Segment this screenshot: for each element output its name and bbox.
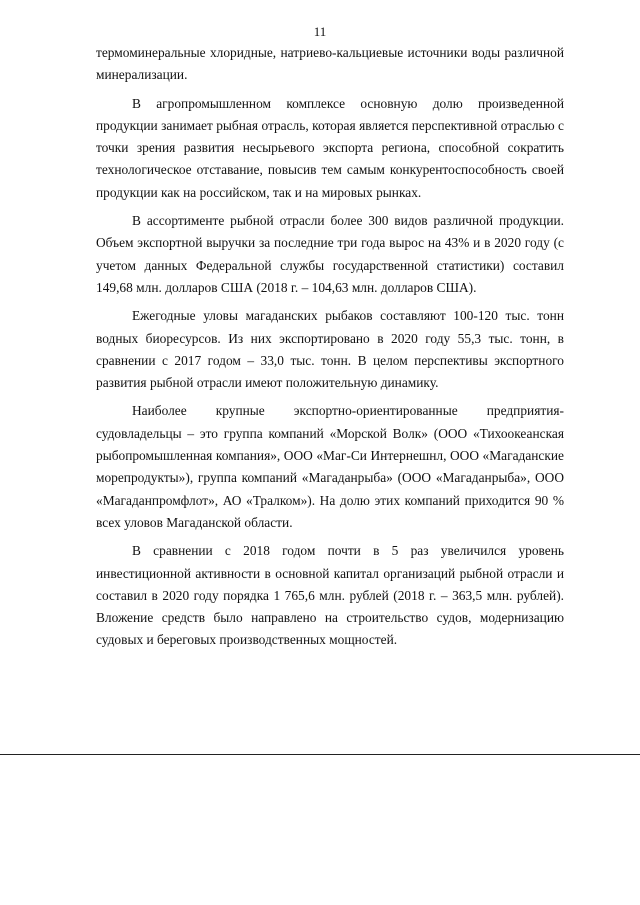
- paragraph-export-revenue: В ассортименте рыбной отрасли более 300 видов различной продукции. Объем экспортной выручки за последние три года вырос на 43% и в 2020 году (с учетом данных Федеральной службы государственной статистики) составил 149,68 млн. долларов США (2018 г. – 104,63 млн. долларов США).: [96, 213, 564, 295]
- paragraph-annual-catches: Ежегодные уловы магаданских рыбаков составляют 100-120 тыс. тонн водных биоресурсов. Из них экспортировано в 2020 году 55,3 тыс. тонн, в сравнении с 2017 годом – 33,0 тыс. тонн. В целом перспективы экспортного развития рыбной отрасли имеют положительную динамику.: [96, 308, 564, 391]
- paragraph-investment: В сравнении с 2018 годом почти в 5 раз увеличился уровень инвестиционной активности в основной капитал организаций рыбной отрасли и составил в 2020 году порядка 1 765,6 млн. рублей (2018 г. – 363,5 млн. рублей). Вложение средств было направлено на строительство судов, модернизацию судовых и береговых производственных мощностей.: [96, 543, 564, 648]
- document-body: [96, 42, 564, 658]
- paragraph-agro-fishing: В агропромышленном комплексе основную долю произведенной продукции занимает рыбная отрасль, которая является перспективной отраслью с точки зрения развития несырьевого экспорта региона, способной сократить технологическое отставание, повысив тем самым конкурентоспособность своей продукции как на российском, так и на мировых рынках.: [96, 95, 564, 200]
- paragraph-ship-owners: Наиболее крупные экспортно-ориентированные предприятия-судовладельцы – это группа компаний «Морской Волк» (ООО «Тихоокеанская рыбопромышленная компания», ООО «Маг-Си Интернешнл, ООО «Магаданские морепродукты»), группа компаний «Магаданрыба» (ООО «Магаданрыба», ООО «Магаданпромфлот», АО «Тралком»). На долю этих компаний приходится 90 % всех уловов Магаданской области.: [96, 403, 564, 530]
- paragraph-mineral-springs: термоминеральные хлоридные, натриево-кальциевые источники воды различной минерализации.: [96, 45, 564, 83]
- page-number: 11: [313, 24, 327, 39]
- page-bottom-rule: [0, 754, 640, 755]
